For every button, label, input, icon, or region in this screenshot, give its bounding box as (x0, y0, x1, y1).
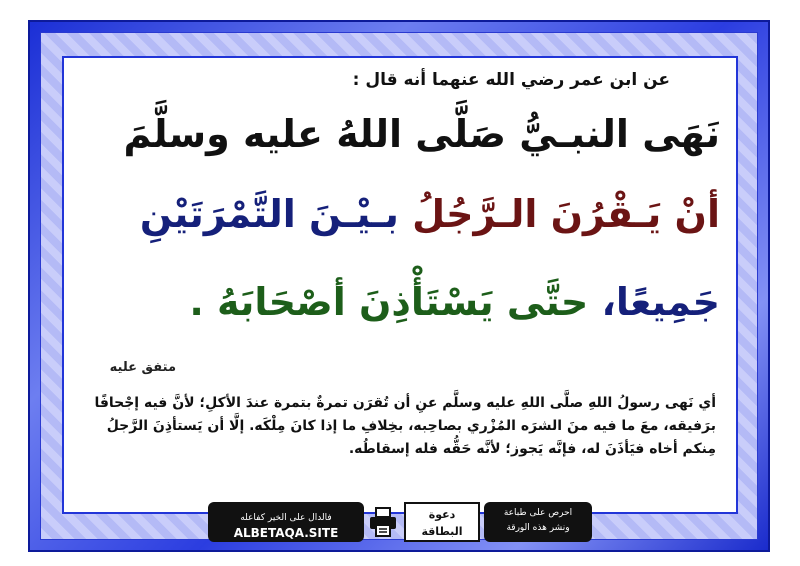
logo-line-2: البطاقة (421, 525, 463, 538)
hadith-line-1: نَهَى النبـيُّ صَلَّى اللهُ عليه وسلَّمَ (123, 112, 720, 156)
hadith-line-2-red: أنْ يَـقْرُنَ الـرَّجُلُ (412, 192, 720, 236)
hadith-line-2-blue: بـيْـنَ التَّمْرَتَيْنِ (139, 192, 399, 236)
footer-print-line-1: احرص على طباعة (503, 508, 573, 518)
footer-site-url[interactable]: ALBETAQA.SITE (233, 526, 339, 540)
hadith-source: متفق عليه (109, 360, 176, 375)
footer-site-box[interactable] (208, 502, 364, 542)
footer (208, 502, 592, 542)
hadith-line-3 (189, 280, 720, 324)
footer-slogan: فالدال على الخير كفاعله (240, 513, 332, 523)
logo (404, 502, 480, 542)
footer-print-box (484, 502, 592, 542)
logo-line-1: دعوة (428, 508, 456, 521)
hadith-line-3-blue: جَمِيعًا، (601, 280, 720, 324)
narrator-text: عن ابن عمر رضي الله عنهما أنه قال : (352, 70, 670, 90)
printer-icon (368, 506, 398, 538)
explanation-text: أي نَهى رسولُ اللهِ صلَّى اللهِ عليه وسلَّم عنِ أن تُقرَن تمرةٌ بتمرة عندَ الأكلِ؛ لأنَّ فيه إجْحافًا برَفيقه، معَ ما فيه منَ الشرَه المُزْري بصاحِبه، بخِلافِ ما إذا كانَ مِلْكَه. إلَّا أن يَستأذِنَ الرَّجلُ مِنكم أخاه فيَأذَنَ له، فإنَّه يَجوز؛ لأنَّه حَقُّه فله إسقاطُه. (94, 395, 716, 457)
footer-print-line-2: ونشر هذه الورقة (506, 523, 570, 533)
hadith-line-3-green: حتَّى يَسْتَأْذِنَ أصْحَابَهُ . (189, 280, 589, 324)
hadith-line-2 (140, 192, 720, 236)
